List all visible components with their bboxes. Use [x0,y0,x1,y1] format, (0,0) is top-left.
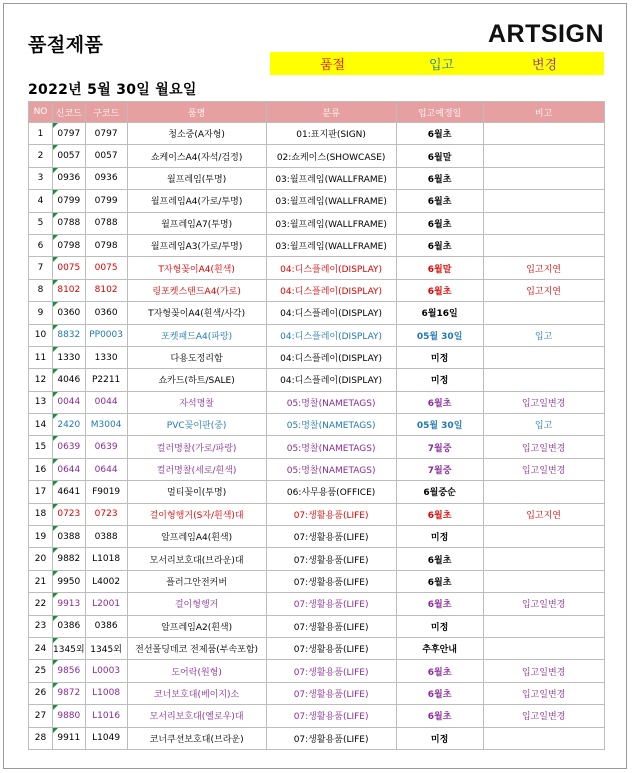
row-new-code: 0799 [53,190,86,212]
soldout-table [28,101,605,750]
table-row [29,123,605,145]
row-category: 07:생활용품(LIFE) [266,615,396,637]
row-old-code: L0003 [85,660,127,682]
row-category: 07:생활용품(LIFE) [266,705,396,727]
row-product-name: 다용도정리함 [127,346,266,368]
artsign-logo: ARTSIGN [488,20,604,48]
row-note [483,190,604,212]
row-no: 5 [29,212,53,234]
row-new-code: 9882 [53,548,86,570]
row-eta: 6월초 [396,548,483,570]
row-eta: 6월초 [396,190,483,212]
row-old-code: P2211 [85,369,127,391]
row-category: 04:디스플레이(DISPLAY) [266,369,396,391]
row-new-code: 0360 [53,302,86,324]
row-eta: 6월초 [396,391,483,413]
row-eta: 6월초 [396,123,483,145]
table-row [29,548,605,570]
row-new-code: 9872 [53,682,86,704]
row-note: 입고 [483,414,604,436]
row-old-code: 0936 [85,167,127,189]
row-note [483,167,604,189]
row-new-code: 9950 [53,570,86,592]
row-new-code: 8102 [53,279,86,301]
row-new-code: 0797 [53,123,86,145]
table-row [29,391,605,413]
row-category: 04:디스플레이(DISPLAY) [266,257,396,279]
row-eta: 추후안내 [396,637,483,659]
row-product-name: 걸이형행거(S자/흰색)대 [127,503,266,525]
row-note [483,369,604,391]
row-old-code: L2001 [85,593,127,615]
row-new-code: 0644 [53,458,86,480]
table-row [29,458,605,480]
row-no: 21 [29,570,53,592]
row-old-code: 0788 [85,212,127,234]
row-category: 02:쇼케이스(SHOWCASE) [266,145,396,167]
row-no: 8 [29,279,53,301]
row-old-code: L1008 [85,682,127,704]
row-no: 28 [29,727,53,749]
row-eta: 05월 30일 [396,414,483,436]
row-product-name: 월프레임A4(가로/투명) [127,190,266,212]
row-no: 11 [29,346,53,368]
row-new-code: 1345외 [53,637,86,659]
table-body [29,123,605,750]
table-row [29,503,605,525]
row-no: 20 [29,548,53,570]
row-old-code: 1345외 [85,637,127,659]
row-product-name: 알프레임A4(흰색) [127,526,266,548]
row-category: 07:생활용품(LIFE) [266,503,396,525]
row-eta: 6월중순 [396,481,483,503]
row-eta: 6월초 [396,167,483,189]
row-note: 입고일변경 [483,391,604,413]
row-new-code: 0788 [53,212,86,234]
row-product-name: 모서리보호대(옐로우)대 [127,705,266,727]
row-category: 07:생활용품(LIFE) [266,548,396,570]
row-eta: 7월중 [396,458,483,480]
row-new-code: 0798 [53,234,86,256]
row-no: 14 [29,414,53,436]
row-eta: 6월초 [396,503,483,525]
row-eta: 미정 [396,615,483,637]
row-note: 입고일변경 [483,458,604,480]
table-row [29,570,605,592]
row-category: 04:디스플레이(DISPLAY) [266,324,396,346]
row-eta: 6월말 [396,257,483,279]
row-new-code: 0639 [53,436,86,458]
row-category: 07:생활용품(LIFE) [266,526,396,548]
row-note [483,145,604,167]
row-eta: 6월초 [396,279,483,301]
row-note: 입고지연 [483,257,604,279]
row-eta: 6월초 [396,593,483,615]
row-no: 10 [29,324,53,346]
col-header-no: NO [29,102,53,123]
row-category: 05:명찰(NAMETAGS) [266,414,396,436]
row-product-name: 멀티꽂이(투명) [127,481,266,503]
row-note [483,615,604,637]
row-category: 07:생활용품(LIFE) [266,660,396,682]
row-old-code: M3004 [85,414,127,436]
row-new-code: 4046 [53,369,86,391]
row-product-name: 알프레임A2(흰색) [127,615,266,637]
col-header-note: 비고 [483,102,604,123]
row-old-code: 0639 [85,436,127,458]
table-row [29,637,605,659]
legend-sold-out: 품절 [320,58,346,73]
table-row [29,190,605,212]
row-old-code: 8102 [85,279,127,301]
table-row [29,615,605,637]
row-category: 06:사무용품(OFFICE) [266,481,396,503]
row-eta: 6월초 [396,705,483,727]
row-category: 03:월프레임(WALLFRAME) [266,234,396,256]
table-row [29,593,605,615]
col-header-eta: 입고예정일 [396,102,483,123]
row-eta: 6월초 [396,682,483,704]
row-no: 19 [29,526,53,548]
row-note: 입고일변경 [483,660,604,682]
row-no: 17 [29,481,53,503]
row-product-name: 쇼카드(하트/SALE) [127,369,266,391]
table-header-row [29,102,605,123]
row-category: 07:생활용품(LIFE) [266,682,396,704]
row-new-code: 4641 [53,481,86,503]
table-row [29,279,605,301]
row-eta: 6월초 [396,660,483,682]
row-no: 16 [29,458,53,480]
row-old-code: 0044 [85,391,127,413]
table-row [29,526,605,548]
row-eta: 미정 [396,727,483,749]
row-new-code: 0044 [53,391,86,413]
row-note: 입고지연 [483,279,604,301]
row-new-code: 1330 [53,346,86,368]
row-new-code: 9856 [53,660,86,682]
col-header-name: 품명 [127,102,266,123]
row-old-code: L1016 [85,705,127,727]
row-category: 04:디스플레이(DISPLAY) [266,346,396,368]
row-old-code: F9019 [85,481,127,503]
row-old-code: 0057 [85,145,127,167]
row-old-code: 0723 [85,503,127,525]
table-row [29,145,605,167]
row-category: 07:생활용품(LIFE) [266,593,396,615]
row-no: 26 [29,682,53,704]
row-category: 05:명찰(NAMETAGS) [266,458,396,480]
row-no: 2 [29,145,53,167]
row-no: 22 [29,593,53,615]
row-note: 입고일변경 [483,705,604,727]
table-row [29,660,605,682]
row-no: 9 [29,302,53,324]
row-note: 입고 [483,324,604,346]
row-old-code: 0644 [85,458,127,480]
row-new-code: 0386 [53,615,86,637]
row-category: 07:생활용품(LIFE) [266,727,396,749]
row-old-code: 0798 [85,234,127,256]
row-eta: 6월초 [396,234,483,256]
row-eta: 6월말 [396,145,483,167]
row-note: 입고지연 [483,503,604,525]
row-note [483,570,604,592]
report-date: 2022년 5월 30일 월요일 [28,82,197,98]
row-note [483,234,604,256]
row-product-name: 청소중(A자형) [127,123,266,145]
row-product-name: 월프레임(투명) [127,167,266,189]
row-product-name: 자석명찰 [127,391,266,413]
row-product-name: 컬러명찰(세로/흰색) [127,458,266,480]
row-category: 07:생활용품(LIFE) [266,637,396,659]
table-row [29,682,605,704]
row-product-name: 월프레임A3(가로/투명) [127,234,266,256]
row-product-name: 플러그안전커버 [127,570,266,592]
row-note [483,637,604,659]
row-no: 15 [29,436,53,458]
row-category: 07:생활용품(LIFE) [266,570,396,592]
row-product-name: PVC꽂이판(중) [127,414,266,436]
row-note: 입고일변경 [483,682,604,704]
status-legend [270,52,604,75]
row-old-code: 0388 [85,526,127,548]
row-no: 23 [29,615,53,637]
table-row [29,414,605,436]
table-row [29,727,605,749]
row-new-code: 0723 [53,503,86,525]
row-product-name: 전선몰딩데코 전제품(부속포함) [127,637,266,659]
table-row [29,324,605,346]
col-header-old-code: 구코드 [85,102,127,123]
row-category: 03:월프레임(WALLFRAME) [266,190,396,212]
row-new-code: 9913 [53,593,86,615]
row-category: 04:디스플레이(DISPLAY) [266,279,396,301]
row-category: 05:명찰(NAMETAGS) [266,436,396,458]
row-note [483,526,604,548]
row-note [483,346,604,368]
table-row [29,481,605,503]
row-no: 12 [29,369,53,391]
row-eta: 미정 [396,346,483,368]
row-product-name: 모서리보호대(브라운)대 [127,548,266,570]
row-no: 4 [29,190,53,212]
row-no: 1 [29,123,53,145]
row-new-code: 8832 [53,324,86,346]
row-no: 25 [29,660,53,682]
row-eta: 미정 [396,526,483,548]
row-new-code: 0075 [53,257,86,279]
row-eta: 미정 [396,369,483,391]
row-old-code: L4002 [85,570,127,592]
row-note [483,212,604,234]
row-category: 01:표지판(SIGN) [266,123,396,145]
row-old-code: 1330 [85,346,127,368]
row-old-code: 0075 [85,257,127,279]
row-new-code: 9911 [53,727,86,749]
page-title: 품절제품 [28,34,104,56]
table-row [29,346,605,368]
row-note [483,481,604,503]
col-header-new-code: 신코드 [53,102,86,123]
row-old-code: 0360 [85,302,127,324]
row-product-name: 월프레임A7(투명) [127,212,266,234]
col-header-category: 분류 [266,102,396,123]
row-product-name: 링포켓스탠드A4(가로) [127,279,266,301]
row-eta: 6월16일 [396,302,483,324]
row-product-name: 포켓패드A4(파랑) [127,324,266,346]
row-note [483,548,604,570]
row-old-code: L1018 [85,548,127,570]
legend-incoming: 입고 [429,58,455,73]
row-eta: 7월중 [396,436,483,458]
row-new-code: 2420 [53,414,86,436]
row-product-name: 도어락(원형) [127,660,266,682]
row-new-code: 9880 [53,705,86,727]
legend-changed: 변경 [532,58,558,73]
row-note: 입고일변경 [483,436,604,458]
row-new-code: 0057 [53,145,86,167]
row-product-name: T자형꽂이A4(흰색) [127,257,266,279]
row-note [483,727,604,749]
row-no: 3 [29,167,53,189]
row-new-code: 0388 [53,526,86,548]
row-no: 7 [29,257,53,279]
row-eta: 6월초 [396,570,483,592]
row-product-name: 코너쿠션보호대(브라운) [127,727,266,749]
table-row [29,705,605,727]
table-row [29,234,605,256]
table-row [29,257,605,279]
row-category: 03:월프레임(WALLFRAME) [266,167,396,189]
row-new-code: 0936 [53,167,86,189]
row-product-name: T자형꽂이A4(흰색/사각) [127,302,266,324]
row-old-code: PP0003 [85,324,127,346]
row-product-name: 쇼케이스A4(자석/검정) [127,145,266,167]
row-no: 18 [29,503,53,525]
row-category: 03:월프레임(WALLFRAME) [266,212,396,234]
row-product-name: 코너보호대(베이지)소 [127,682,266,704]
row-note: 입고일변경 [483,593,604,615]
row-product-name: 컬러명찰(가로/파랑) [127,436,266,458]
row-note [483,302,604,324]
row-eta: 6월초 [396,212,483,234]
row-category: 04:디스플레이(DISPLAY) [266,302,396,324]
table-row [29,212,605,234]
row-eta: 05월 30일 [396,324,483,346]
row-no: 13 [29,391,53,413]
row-no: 27 [29,705,53,727]
row-category: 05:명찰(NAMETAGS) [266,391,396,413]
row-note [483,123,604,145]
row-product-name: 걸이형행거 [127,593,266,615]
row-old-code: 0386 [85,615,127,637]
row-old-code: L1049 [85,727,127,749]
table-row [29,302,605,324]
table-row [29,436,605,458]
table-row [29,369,605,391]
row-no: 6 [29,234,53,256]
table-row [29,167,605,189]
row-old-code: 0797 [85,123,127,145]
row-old-code: 0799 [85,190,127,212]
row-no: 24 [29,637,53,659]
